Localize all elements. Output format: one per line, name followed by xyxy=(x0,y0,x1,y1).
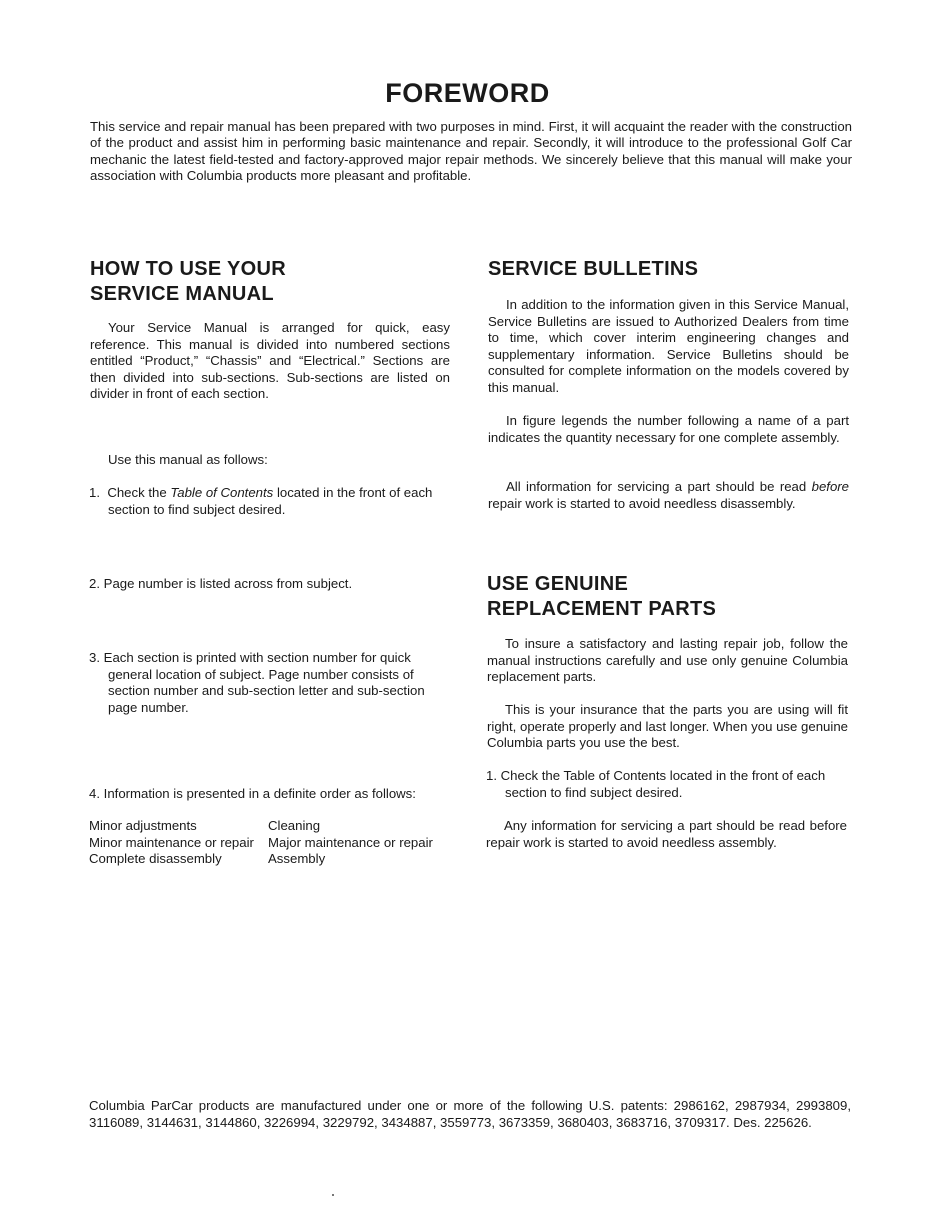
scan-speck xyxy=(332,1194,334,1196)
foreword-text: This service and repair manual has been prepared with two purposes in mind. First, it will acquaint the reader with the construction of the product and assist him in performing basic maintenance and repair. Secondly, it will introduce to the professional Golf Car mechanic the latest field-tested and factory-approved major repair methods. We sincerely believe that this manual will make your association with Columbia products more pleasant and profitable. xyxy=(90,119,852,184)
how-to-step-2: 2. Page number is listed across from subject. xyxy=(89,576,353,591)
service-bulletins-para-1: In addition to the information given in this Service Manual, Service Bulletins are issued to Authorized Dealers from time to time, which cover interim engineering changes and supplementary information. Service Bulletins should be consulted for complete information on the models covered by this manual. xyxy=(488,297,849,395)
order-table xyxy=(89,818,433,868)
genuine-parts-para-2: This is your insurance that the parts you are using will fit right, operate properly and last longer. When you use genuine Columbia parts you use the best. xyxy=(487,702,848,751)
genuine-parts-heading-line2: REPLACEMENT PARTS xyxy=(487,598,717,620)
genuine-parts-para-1: To insure a satisfactory and lasting repair job, follow the manual instructions carefully and use only genuine Columbia replacement parts. xyxy=(487,636,848,685)
use-as-follows: Use this manual as follows: xyxy=(108,452,268,467)
order-cell: Major maintenance or repair xyxy=(268,834,433,850)
order-cell: Complete disassembly xyxy=(89,851,222,867)
how-to-step-4: 4. Information is presented in a definite order as follows: xyxy=(89,786,416,801)
before-emphasis: before xyxy=(811,479,850,494)
how-to-use-heading xyxy=(90,257,286,307)
genuine-parts-heading-line1: USE GENUINE xyxy=(487,573,629,595)
how-to-step-1-pre: Check the xyxy=(107,485,167,500)
service-bulletins-para-2: In figure legends the number following a name of a part indicates the quantity necessary for one complete assembly. xyxy=(488,413,849,445)
how-to-step-1-post: located in the front of each section to find subject desired. xyxy=(108,485,433,517)
order-cell: Assembly xyxy=(268,851,326,867)
how-to-use-heading-line2: SERVICE MANUAL xyxy=(90,283,274,305)
genuine-parts-heading xyxy=(487,572,716,622)
patents-notice: Columbia ParCar products are manufactured under one or more of the following U.S. patents: 2986162, 2987934, 2993809, 3116089, 3144631, 3144860, 3226994, 3229792, 3434887, 3559773, 3673359, 3680403, 3683716, 3709317. Des. 225626. xyxy=(89,1098,851,1130)
service-bulletins-para-3 xyxy=(488,479,849,512)
foreword-title: FOREWORD xyxy=(385,78,550,108)
service-bulletins-heading: SERVICE BULLETINS xyxy=(488,258,699,280)
service-bulletins-para-3-pre: All information for servicing a part should be read xyxy=(506,479,807,494)
order-cell: Minor adjustments xyxy=(89,818,197,833)
how-to-use-heading-line1: HOW TO USE YOUR xyxy=(90,258,287,280)
genuine-parts-para-3: Any information for servicing a part should be read before repair work is started to avoid needless assembly. xyxy=(486,818,847,850)
order-cell: Minor maintenance or repair xyxy=(89,834,254,850)
how-to-use-intro: Your Service Manual is arranged for quick, easy reference. This manual is divided into numbered sections entitled “Product,” “Chassis” and “Electrical.” Sections are then divided into sub-sections. Sub-sections are listed on divider in front of each section. xyxy=(90,320,450,402)
order-cell: Cleaning xyxy=(268,818,321,833)
how-to-step-1 xyxy=(89,485,450,518)
order-row xyxy=(89,835,433,852)
service-bulletins-para-3-post: repair work is started to avoid needless disassembly. xyxy=(488,495,796,511)
table-of-contents-emphasis: Table of Contents xyxy=(170,485,274,500)
order-row xyxy=(89,818,433,835)
genuine-parts-step-1: 1. Check the Table of Contents located in the front of each section to find subject desired. xyxy=(486,768,826,800)
how-to-step-1-num: 1. xyxy=(89,485,100,500)
how-to-step-3: 3. Each section is printed with section number for quick general location of subject. Page number consists of section number and sub-section letter and sub-section page number. xyxy=(89,650,425,715)
order-row xyxy=(89,851,433,868)
